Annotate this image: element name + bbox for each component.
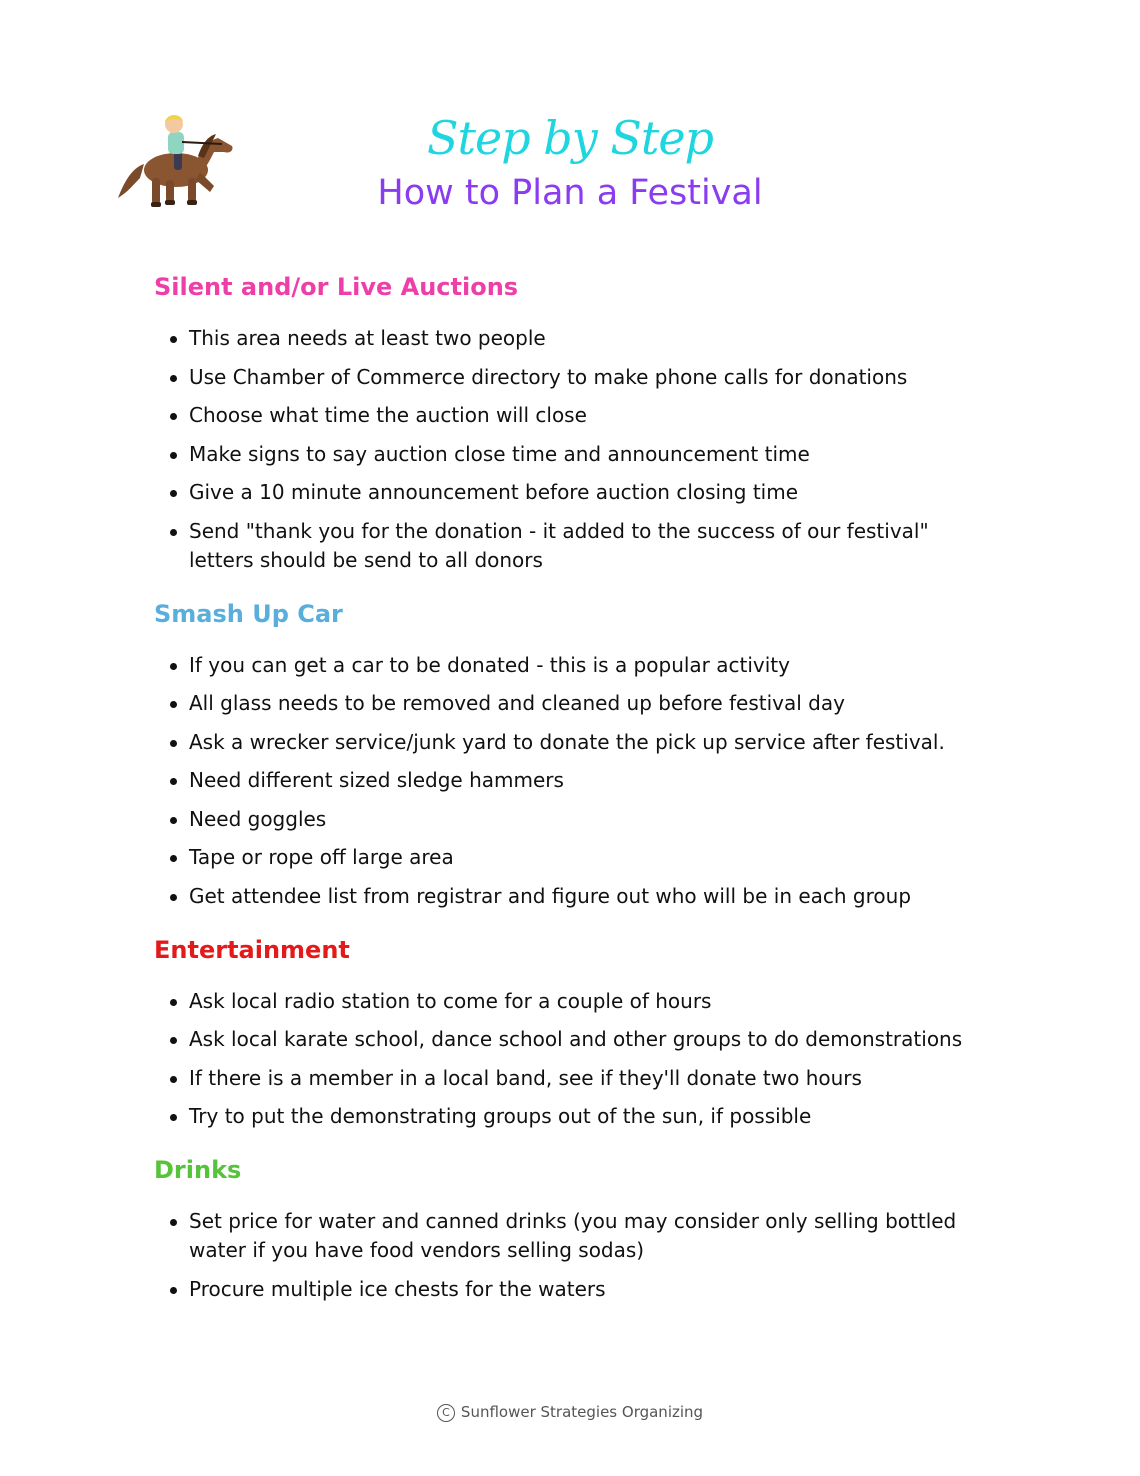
footer-text: Sunflower Strategies Organizing bbox=[460, 1403, 704, 1421]
content bbox=[154, 270, 994, 1326]
list-item: Ask a wrecker service/junk yard to donate the pick up service after festival. bbox=[154, 728, 994, 757]
bullet-list bbox=[154, 651, 994, 911]
copyright-icon: C bbox=[437, 1404, 455, 1422]
list-item: Get attendee list from registrar and figure out who will be in each group bbox=[154, 882, 994, 911]
list-item: Make signs to say auction close time and announcement time bbox=[154, 440, 994, 469]
footer bbox=[0, 1403, 1140, 1422]
list-item: Use Chamber of Commerce directory to make phone calls for donations bbox=[154, 363, 994, 392]
list-item: If there is a member in a local band, see if they'll donate two hours bbox=[154, 1064, 994, 1093]
section-heading: Entertainment bbox=[154, 935, 350, 964]
page-title: How to Plan a Festival bbox=[377, 173, 763, 213]
list-item: All glass needs to be removed and cleaned up before festival day bbox=[154, 689, 994, 718]
list-item: If you can get a car to be donated - this is a popular activity bbox=[154, 651, 994, 680]
list-item: This area needs at least two people bbox=[154, 324, 994, 353]
list-item: Send "thank you for the donation - it added to the success of our festival" letters should be send to all donors bbox=[154, 517, 994, 575]
list-item: Choose what time the auction will close bbox=[154, 401, 994, 430]
list-item: Need goggles bbox=[154, 805, 994, 834]
bullet-list bbox=[154, 987, 994, 1132]
list-item: Need different sized sledge hammers bbox=[154, 766, 994, 795]
section-auctions bbox=[154, 270, 994, 575]
section-drinks bbox=[154, 1153, 994, 1304]
bullet-list bbox=[154, 324, 994, 575]
list-item: Tape or rope off large area bbox=[154, 843, 994, 872]
page-header bbox=[0, 108, 1140, 216]
section-smash-up-car bbox=[154, 597, 994, 911]
list-item: Give a 10 minute announcement before auction closing time bbox=[154, 478, 994, 507]
list-item: Try to put the demonstrating groups out of the sun, if possible bbox=[154, 1102, 994, 1131]
bullet-list bbox=[154, 1207, 994, 1304]
script-title: Step by Step bbox=[426, 111, 713, 165]
section-heading: Drinks bbox=[154, 1156, 242, 1184]
list-item: Procure multiple ice chests for the waters bbox=[154, 1275, 994, 1304]
list-item: Ask local radio station to come for a couple of hours bbox=[154, 987, 994, 1016]
section-heading: Smash Up Car bbox=[154, 599, 343, 628]
section-entertainment bbox=[154, 933, 994, 1132]
list-item: Set price for water and canned drinks (you may consider only selling bottled water if you have food vendors selling sodas) bbox=[154, 1207, 994, 1265]
section-heading: Silent and/or Live Auctions bbox=[154, 273, 519, 301]
list-item: Ask local karate school, dance school and other groups to do demonstrations bbox=[154, 1025, 994, 1054]
